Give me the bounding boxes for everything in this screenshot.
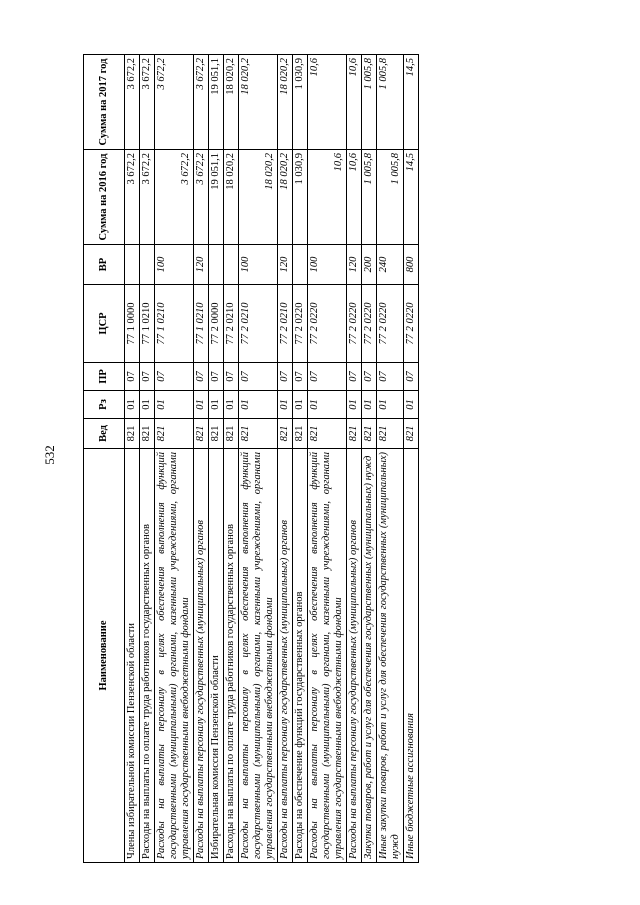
table-row bbox=[377, 55, 404, 863]
cell-sum-2017: 18 020,2 bbox=[224, 55, 239, 150]
cell-sum-2016: 14,5 bbox=[404, 150, 419, 245]
cell-vr: 120 bbox=[194, 245, 209, 285]
cell-name: Иные бюджетные ассигнования bbox=[404, 449, 419, 863]
table-row bbox=[125, 55, 140, 863]
cell-vr: 200 bbox=[362, 245, 377, 285]
table-row bbox=[239, 55, 278, 863]
cell-pr: 07 bbox=[347, 363, 362, 391]
cell-pr: 07 bbox=[224, 363, 239, 391]
cell-vr: 120 bbox=[278, 245, 293, 285]
cell-csr: 77 2 0220 bbox=[362, 285, 377, 363]
table-row bbox=[224, 55, 239, 863]
table-row bbox=[308, 55, 347, 863]
header-ved: Вед bbox=[84, 419, 125, 449]
cell-csr: 77 1 0210 bbox=[140, 285, 155, 363]
cell-rz: 01 bbox=[155, 391, 194, 419]
cell-name: Расходы на выплаты персоналу государственных (муниципальных) органов bbox=[347, 449, 362, 863]
table-row bbox=[140, 55, 155, 863]
cell-pr: 07 bbox=[278, 363, 293, 391]
cell-ved: 821 bbox=[125, 419, 140, 449]
cell-sum-2017: 10,6 bbox=[308, 55, 347, 150]
table-header-row bbox=[84, 55, 125, 863]
cell-vr bbox=[293, 245, 308, 285]
cell-sum-2017: 18 020,2 bbox=[239, 55, 278, 150]
cell-vr: 100 bbox=[155, 245, 194, 285]
cell-vr: 800 bbox=[404, 245, 419, 285]
cell-rz: 01 bbox=[347, 391, 362, 419]
cell-ved: 821 bbox=[194, 419, 209, 449]
table-row bbox=[347, 55, 362, 863]
cell-vr: 100 bbox=[308, 245, 347, 285]
cell-name: Расходы на выплаты персоналу в целях обеспечения выполнения функций государственными (муниципальными) органами, казенными учреждениями, органами управления государственными внебюджетными фондами bbox=[308, 449, 347, 863]
cell-csr: 77 1 0210 bbox=[194, 285, 209, 363]
cell-name: Расходы на обеспечение функций государственных органов bbox=[293, 449, 308, 863]
cell-vr bbox=[125, 245, 140, 285]
header-name: Наименование bbox=[84, 449, 125, 863]
cell-pr: 07 bbox=[404, 363, 419, 391]
cell-name: Расходы на выплаты по оплате труда работников государственных органов bbox=[140, 449, 155, 863]
cell-sum-2016: 3 672,2 bbox=[140, 150, 155, 245]
cell-ved: 821 bbox=[155, 419, 194, 449]
cell-sum-2017: 10,6 bbox=[347, 55, 362, 150]
cell-sum-2017: 1 005,8 bbox=[362, 55, 377, 150]
cell-name: Иные закупки товаров, работ и услуг для обеспечения государственных (муниципальных) нужд bbox=[377, 449, 404, 863]
table-row bbox=[155, 55, 194, 863]
cell-sum-2016: 3 672,2 bbox=[155, 150, 194, 245]
cell-ved: 821 bbox=[140, 419, 155, 449]
cell-rz: 01 bbox=[224, 391, 239, 419]
cell-csr: 77 2 0210 bbox=[278, 285, 293, 363]
cell-sum-2016: 1 005,8 bbox=[362, 150, 377, 245]
cell-pr: 07 bbox=[194, 363, 209, 391]
cell-sum-2017: 1 005,8 bbox=[377, 55, 404, 150]
cell-ved: 821 bbox=[347, 419, 362, 449]
header-rz: Рз bbox=[84, 391, 125, 419]
cell-csr: 77 2 0220 bbox=[404, 285, 419, 363]
page-number-wrap bbox=[40, 440, 60, 470]
rotated-table-container bbox=[83, 55, 533, 863]
cell-rz: 01 bbox=[125, 391, 140, 419]
table-row bbox=[278, 55, 293, 863]
cell-pr: 07 bbox=[377, 363, 404, 391]
cell-name: Расходы на выплаты по оплате труда работников государственных органов bbox=[224, 449, 239, 863]
cell-pr: 07 bbox=[155, 363, 194, 391]
cell-rz: 01 bbox=[362, 391, 377, 419]
cell-vr bbox=[140, 245, 155, 285]
cell-sum-2017: 1 030,9 bbox=[293, 55, 308, 150]
page-number: 532 bbox=[42, 445, 57, 465]
cell-sum-2016: 1 005,8 bbox=[377, 150, 404, 245]
table-row bbox=[362, 55, 377, 863]
cell-name: Расходы на выплаты персоналу государственных (муниципальных) органов bbox=[194, 449, 209, 863]
cell-sum-2016: 3 672,2 bbox=[125, 150, 140, 245]
cell-csr: 77 2 0210 bbox=[239, 285, 278, 363]
header-vr: ВР bbox=[84, 245, 125, 285]
cell-ved: 821 bbox=[362, 419, 377, 449]
cell-pr: 07 bbox=[293, 363, 308, 391]
cell-pr: 07 bbox=[362, 363, 377, 391]
cell-vr: 240 bbox=[377, 245, 404, 285]
cell-sum-2017: 3 672,2 bbox=[155, 55, 194, 150]
cell-pr: 07 bbox=[125, 363, 140, 391]
cell-vr bbox=[209, 245, 224, 285]
cell-name: Расходы на выплаты персоналу в целях обеспечения выполнения функций государственными (муниципальными) органами, казенными учреждениями, органами управления государственными внебюджетными фондами bbox=[239, 449, 278, 863]
cell-sum-2017: 3 672,2 bbox=[125, 55, 140, 150]
cell-csr: 77 1 0210 bbox=[155, 285, 194, 363]
cell-sum-2016: 3 672,2 bbox=[194, 150, 209, 245]
cell-ved: 821 bbox=[293, 419, 308, 449]
cell-sum-2017: 14,5 bbox=[404, 55, 419, 150]
cell-csr: 77 2 0210 bbox=[224, 285, 239, 363]
cell-sum-2016: 18 020,2 bbox=[239, 150, 278, 245]
cell-sum-2016: 18 020,2 bbox=[278, 150, 293, 245]
cell-pr: 07 bbox=[308, 363, 347, 391]
cell-pr: 07 bbox=[209, 363, 224, 391]
cell-rz: 01 bbox=[377, 391, 404, 419]
cell-sum-2016: 1 030,9 bbox=[293, 150, 308, 245]
table-body bbox=[125, 55, 419, 863]
cell-csr: 77 2 0220 bbox=[347, 285, 362, 363]
cell-csr: 77 2 0000 bbox=[209, 285, 224, 363]
header-sum-2016: Сумма на 2016 год bbox=[84, 150, 125, 245]
table-row bbox=[194, 55, 209, 863]
cell-csr: 77 1 0000 bbox=[125, 285, 140, 363]
header-pr: ПР bbox=[84, 363, 125, 391]
header-csr: ЦСР bbox=[84, 285, 125, 363]
cell-ved: 821 bbox=[308, 419, 347, 449]
cell-csr: 77 2 0220 bbox=[377, 285, 404, 363]
cell-name: Расходы на выплаты персоналу в целях обеспечения выполнения функций государственными (муниципальными) органами, казенными учреждениями, органами управления государственными внебюджетными фондами bbox=[155, 449, 194, 863]
cell-rz: 01 bbox=[209, 391, 224, 419]
cell-rz: 01 bbox=[293, 391, 308, 419]
cell-ved: 821 bbox=[278, 419, 293, 449]
cell-sum-2016: 19 051,1 bbox=[209, 150, 224, 245]
cell-name: Избирательная комиссия Пензенской области bbox=[209, 449, 224, 863]
cell-ved: 821 bbox=[239, 419, 278, 449]
cell-vr: 100 bbox=[239, 245, 278, 285]
cell-sum-2017: 3 672,2 bbox=[140, 55, 155, 150]
header-sum-2017: Сумма на 2017 год bbox=[84, 55, 125, 150]
cell-name: Члены избирательной комиссии Пензенской области bbox=[125, 449, 140, 863]
cell-sum-2016: 10,6 bbox=[347, 150, 362, 245]
cell-rz: 01 bbox=[239, 391, 278, 419]
cell-pr: 07 bbox=[140, 363, 155, 391]
cell-name: Расходы на выплаты персоналу государственных (муниципальных) органов bbox=[278, 449, 293, 863]
cell-ved: 821 bbox=[404, 419, 419, 449]
cell-vr: 120 bbox=[347, 245, 362, 285]
table-row bbox=[209, 55, 224, 863]
budget-table bbox=[83, 54, 419, 863]
cell-sum-2016: 10,6 bbox=[308, 150, 347, 245]
cell-csr: 77 2 0220 bbox=[308, 285, 347, 363]
cell-ved: 821 bbox=[224, 419, 239, 449]
table-row bbox=[404, 55, 419, 863]
cell-ved: 821 bbox=[209, 419, 224, 449]
cell-sum-2017: 18 020,2 bbox=[278, 55, 293, 150]
cell-sum-2017: 3 672,2 bbox=[194, 55, 209, 150]
table-row bbox=[293, 55, 308, 863]
cell-rz: 01 bbox=[278, 391, 293, 419]
cell-vr bbox=[224, 245, 239, 285]
cell-rz: 01 bbox=[194, 391, 209, 419]
cell-pr: 07 bbox=[239, 363, 278, 391]
cell-rz: 01 bbox=[308, 391, 347, 419]
cell-rz: 01 bbox=[404, 391, 419, 419]
cell-sum-2017: 19 051,1 bbox=[209, 55, 224, 150]
cell-ved: 821 bbox=[377, 419, 404, 449]
cell-rz: 01 bbox=[140, 391, 155, 419]
cell-sum-2016: 18 020,2 bbox=[224, 150, 239, 245]
cell-name: Закупка товаров, работ и услуг для обеспечения государственных (муниципальных) нужд bbox=[362, 449, 377, 863]
cell-csr: 77 2 0220 bbox=[293, 285, 308, 363]
